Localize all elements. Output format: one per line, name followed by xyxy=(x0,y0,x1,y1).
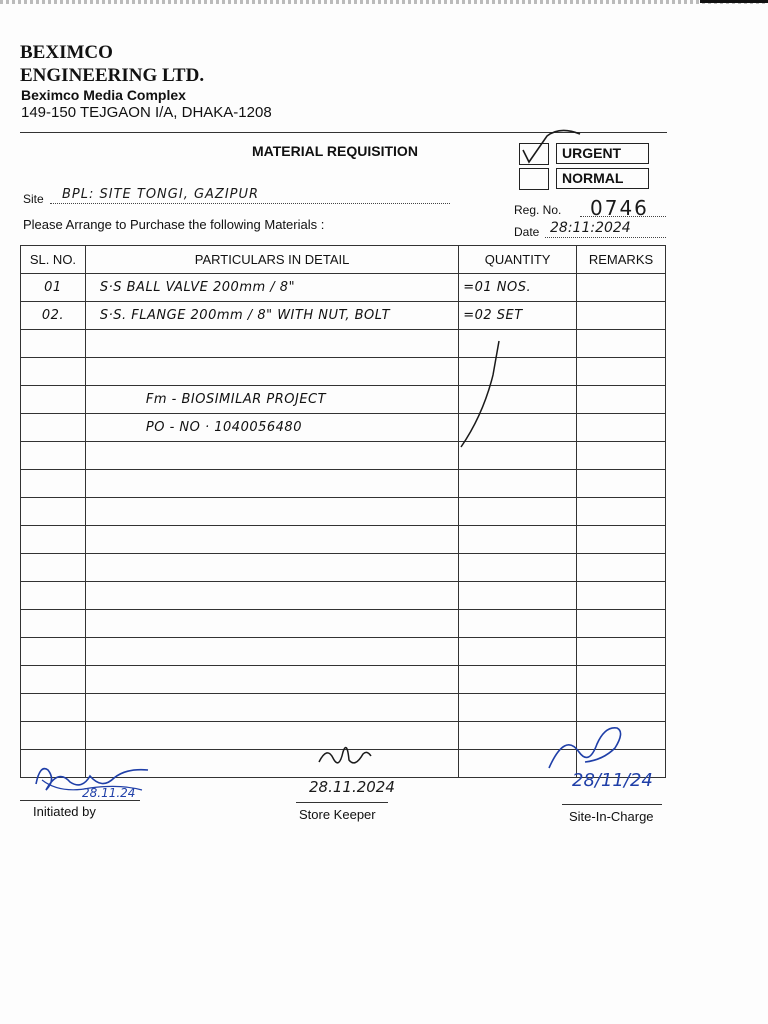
cell-quantity xyxy=(459,526,577,554)
cell-particulars xyxy=(85,330,458,358)
store-keeper-label: Store Keeper xyxy=(299,807,376,822)
cell-remarks xyxy=(577,526,666,554)
cell-particulars xyxy=(85,666,458,694)
table-row xyxy=(21,414,666,442)
header-particulars: PARTICULARS IN DETAIL xyxy=(85,246,458,274)
urgent-label: URGENT xyxy=(556,143,649,164)
cell-remarks xyxy=(577,582,666,610)
header-sl-no: SL. NO. xyxy=(21,246,86,274)
cell-quantity xyxy=(459,694,577,722)
site-in-charge-signature xyxy=(545,722,630,777)
cell-remarks xyxy=(577,498,666,526)
normal-checkbox[interactable] xyxy=(519,168,549,190)
cell-remarks xyxy=(577,414,666,442)
site-in-charge-date: 28/11/24 xyxy=(572,770,653,791)
cell-particulars: S·S BALL VALVE 200mm / 8" xyxy=(85,274,458,302)
header-remarks: REMARKS xyxy=(577,246,666,274)
initiated-line xyxy=(20,800,140,801)
cell-particulars xyxy=(85,442,458,470)
store-keeper-signature xyxy=(315,740,375,776)
date-dotted-line xyxy=(545,236,666,238)
table-row xyxy=(21,554,666,582)
cell-sl-no xyxy=(21,638,86,666)
scan-edge xyxy=(0,0,768,4)
cell-sl-no xyxy=(21,386,86,414)
table-row xyxy=(21,330,666,358)
table-row xyxy=(21,302,666,330)
table-row xyxy=(21,386,666,414)
cell-particulars xyxy=(85,638,458,666)
cell-sl-no: 01 xyxy=(21,274,86,302)
cell-quantity: =02 SET xyxy=(459,302,577,330)
table-row xyxy=(21,526,666,554)
reg-label: Reg. No. xyxy=(514,203,562,217)
table-row xyxy=(21,666,666,694)
cell-particulars xyxy=(85,554,458,582)
table-row xyxy=(21,274,666,302)
table-row xyxy=(21,358,666,386)
cell-remarks xyxy=(577,666,666,694)
cell-sl-no xyxy=(21,694,86,722)
cell-remarks xyxy=(577,386,666,414)
cell-remarks xyxy=(577,274,666,302)
cell-sl-no xyxy=(21,554,86,582)
site-label: Site xyxy=(23,192,44,206)
cell-quantity xyxy=(459,498,577,526)
cell-sl-no xyxy=(21,582,86,610)
table-row xyxy=(21,638,666,666)
cell-particulars: PO - NO · 1040056480 xyxy=(85,414,458,442)
cell-remarks xyxy=(577,302,666,330)
cell-sl-no xyxy=(21,722,86,750)
quantity-strikethrough-line xyxy=(455,335,505,455)
company-name-line1: BEXIMCO xyxy=(20,42,113,63)
cell-quantity xyxy=(459,638,577,666)
materials-table xyxy=(20,245,666,778)
cell-remarks xyxy=(577,694,666,722)
table-header-row xyxy=(21,246,666,274)
table-row xyxy=(21,470,666,498)
site-value: BPL: SITE TONGI, GAZIPUR xyxy=(62,187,260,202)
scan-edge-dark xyxy=(700,0,768,3)
site-in-charge-label: Site-In-Charge xyxy=(569,809,654,824)
cell-quantity: =01 NOS. xyxy=(459,274,577,302)
cell-sl-no xyxy=(21,358,86,386)
cell-particulars: Fm - BIOSIMILAR PROJECT xyxy=(85,386,458,414)
cell-sl-no xyxy=(21,666,86,694)
store-keeper-line xyxy=(296,802,388,803)
cell-remarks xyxy=(577,330,666,358)
initiated-date: 28.11.24 xyxy=(82,786,136,800)
cell-remarks xyxy=(577,638,666,666)
site-in-charge-line xyxy=(562,804,662,805)
date-value: 28:11:2024 xyxy=(550,220,631,236)
cell-quantity xyxy=(459,610,577,638)
cell-remarks xyxy=(577,358,666,386)
cell-sl-no xyxy=(21,610,86,638)
cell-particulars xyxy=(85,358,458,386)
date-label: Date xyxy=(514,225,540,239)
cell-particulars xyxy=(85,498,458,526)
cell-sl-no xyxy=(21,526,86,554)
cell-remarks xyxy=(577,554,666,582)
cell-quantity xyxy=(459,554,577,582)
table-row xyxy=(21,610,666,638)
cell-quantity xyxy=(459,582,577,610)
cell-remarks xyxy=(577,442,666,470)
store-keeper-date: 28.11.2024 xyxy=(309,778,395,796)
table-row xyxy=(21,694,666,722)
normal-label: NORMAL xyxy=(556,168,649,189)
cell-particulars xyxy=(85,526,458,554)
cell-particulars xyxy=(85,470,458,498)
initiated-label: Initiated by xyxy=(33,804,96,819)
cell-remarks xyxy=(577,470,666,498)
cell-quantity xyxy=(459,470,577,498)
cell-sl-no xyxy=(21,442,86,470)
table-body xyxy=(21,274,666,778)
cell-sl-no xyxy=(21,498,86,526)
cell-particulars xyxy=(85,610,458,638)
cell-particulars: S·S. FLANGE 200mm / 8" WITH NUT, BOLT xyxy=(85,302,458,330)
urgent-checkbox[interactable] xyxy=(519,143,549,165)
cell-quantity xyxy=(459,666,577,694)
company-complex: Beximco Media Complex xyxy=(21,87,186,103)
cell-particulars xyxy=(85,722,458,750)
table-row xyxy=(21,582,666,610)
instruction-text: Please Arrange to Purchase the following Materials : xyxy=(23,217,325,232)
reg-value: 0746 xyxy=(590,196,649,220)
form-title: MATERIAL REQUISITION xyxy=(252,143,418,159)
company-address: 149-150 TEJGAON I/A, DHAKA-1208 xyxy=(21,104,272,121)
cell-sl-no xyxy=(21,330,86,358)
header-quantity: QUANTITY xyxy=(459,246,577,274)
cell-particulars xyxy=(85,694,458,722)
company-name-line2: ENGINEERING LTD. xyxy=(20,65,205,86)
cell-sl-no: 02. xyxy=(21,302,86,330)
cell-sl-no xyxy=(21,470,86,498)
table-row xyxy=(21,498,666,526)
site-dotted-line xyxy=(50,202,450,204)
cell-sl-no xyxy=(21,414,86,442)
cell-particulars xyxy=(85,582,458,610)
table-row xyxy=(21,442,666,470)
cell-remarks xyxy=(577,610,666,638)
